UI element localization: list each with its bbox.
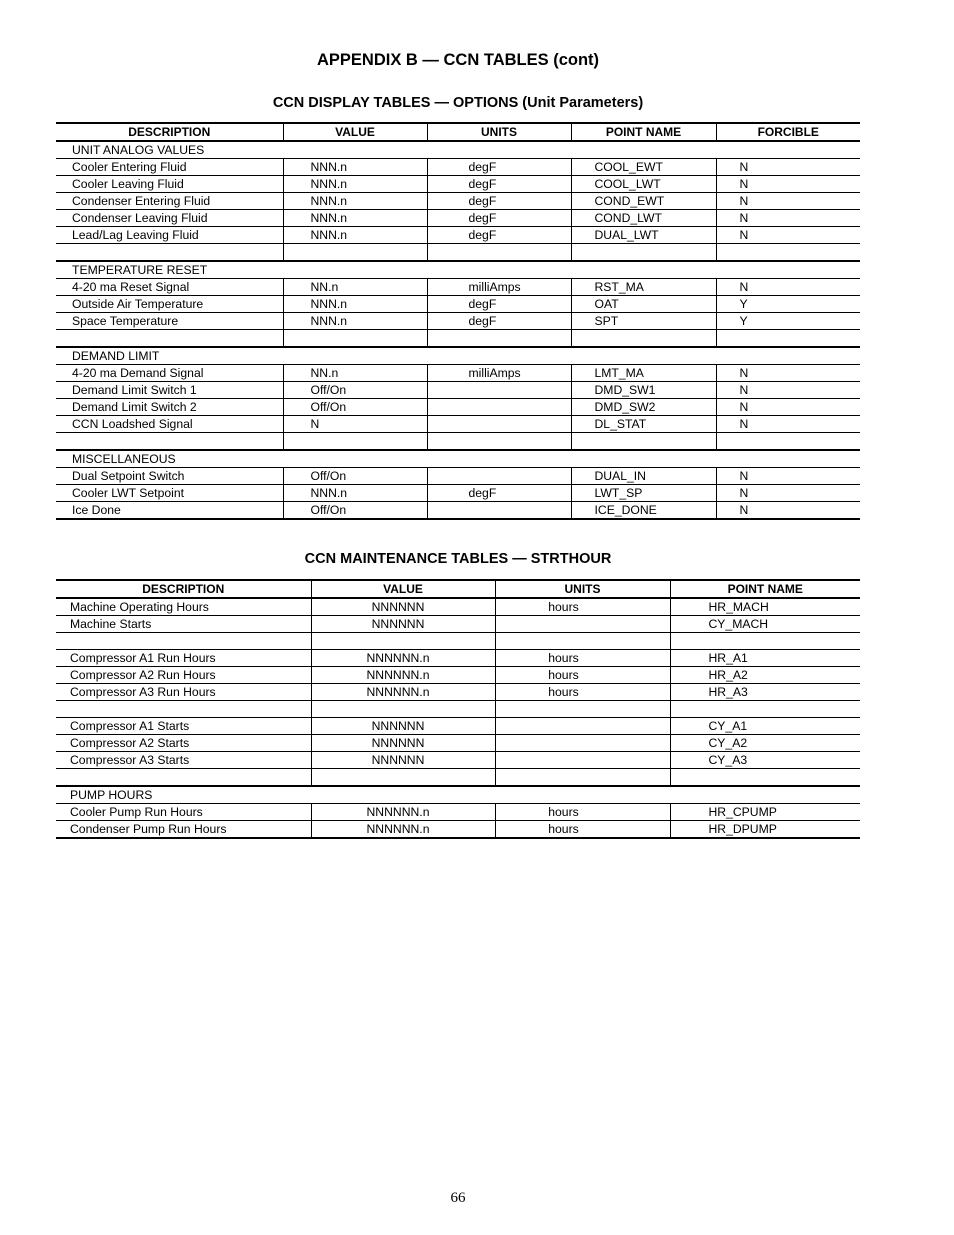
table-cell: NNNNNN [311,735,495,752]
table-cell: Condenser Leaving Fluid [56,210,283,227]
table-cell: SPT [571,313,716,330]
table-cell [427,382,571,399]
table-cell: NNN.n [283,193,427,210]
table-row [56,752,860,769]
column-header: POINT NAME [670,580,860,598]
page-number: 66 [450,1190,466,1206]
table-cell: NNNNNN [311,752,495,769]
table-cell: Off/On [283,382,427,399]
table-cell: Compressor A1 Starts [56,718,311,735]
table-cell: COOL_EWT [571,159,716,176]
table-row [56,502,860,520]
table-cell: DL_STAT [571,416,716,433]
empty-cell [56,701,311,718]
spacer-row [56,433,860,451]
maintenance-table [56,579,860,839]
table-row [56,735,860,752]
table-cell [495,718,670,735]
table-cell: Ice Done [56,502,283,520]
table-cell: NNN.n [283,296,427,313]
table-cell: NNNNNN [311,598,495,616]
section-label: UNIT ANALOG VALUES [56,141,860,159]
table-cell: Condenser Entering Fluid [56,193,283,210]
table-cell: NNNNNN.n [311,667,495,684]
table-cell: HR_MACH [670,598,860,616]
table-cell: Machine Starts [56,616,311,633]
table-row [56,616,860,633]
table-cell: COND_LWT [571,210,716,227]
table-row [56,296,860,313]
table-cell: N [716,485,860,502]
empty-cell [56,633,311,650]
spacer-row [56,701,860,718]
table-cell: CCN Loadshed Signal [56,416,283,433]
table-cell: degF [427,159,571,176]
table-cell: CY_A3 [670,752,860,769]
section-row [56,141,860,159]
table-cell: N [716,468,860,485]
column-header: VALUE [283,123,427,141]
table-cell: LWT_SP [571,485,716,502]
table-cell [495,752,670,769]
table-cell: Compressor A2 Starts [56,735,311,752]
table-row [56,821,860,839]
table-cell: DMD_SW1 [571,382,716,399]
table-cell: CY_A1 [670,718,860,735]
maintenance-table-header-row [56,580,860,598]
section-label: TEMPERATURE RESET [56,261,860,279]
table-row [56,382,860,399]
table-cell: degF [427,296,571,313]
maintenance-table-title: CCN MAINTENANCE TABLES — STRTHOUR [304,551,612,567]
table-cell: Space Temperature [56,313,283,330]
table-cell: degF [427,485,571,502]
section-row [56,347,860,365]
table-cell: NNNNNN.n [311,804,495,821]
table-row [56,313,860,330]
table-row [56,193,860,210]
empty-cell [311,769,495,787]
table-cell: CY_MACH [670,616,860,633]
table-row [56,804,860,821]
empty-cell [427,330,571,348]
empty-cell [56,769,311,787]
empty-cell [495,701,670,718]
table-cell: Compressor A3 Run Hours [56,684,311,701]
spacer-row [56,769,860,787]
table-cell: NNNNNN.n [311,684,495,701]
table-cell: NNNNNN [311,718,495,735]
table-cell: Off/On [283,468,427,485]
table-cell: Compressor A3 Starts [56,752,311,769]
table-cell: N [716,382,860,399]
table-cell: HR_DPUMP [670,821,860,839]
table-row [56,650,860,667]
table-cell: LMT_MA [571,365,716,382]
section-label: MISCELLANEOUS [56,450,860,468]
empty-cell [716,433,860,451]
table-cell: NNNNNN [311,616,495,633]
section-row [56,261,860,279]
table-cell: Lead/Lag Leaving Fluid [56,227,283,244]
display-table-body [56,141,860,519]
spacer-row [56,244,860,262]
section-label: DEMAND LIMIT [56,347,860,365]
display-table-title: CCN DISPLAY TABLES — OPTIONS (Unit Parameters) [272,95,644,111]
table-cell: Off/On [283,502,427,520]
display-table [56,122,860,520]
column-header: DESCRIPTION [56,123,283,141]
table-row [56,210,860,227]
table-cell: CY_A2 [670,735,860,752]
empty-cell [283,244,427,262]
empty-cell [427,433,571,451]
table-row [56,399,860,416]
empty-cell [670,701,860,718]
spacer-row [56,330,860,348]
table-cell: Demand Limit Switch 2 [56,399,283,416]
table-cell: Y [716,296,860,313]
table-cell: DMD_SW2 [571,399,716,416]
table-cell: NNN.n [283,159,427,176]
table-cell: Outside Air Temperature [56,296,283,313]
empty-cell [716,330,860,348]
table-row [56,598,860,616]
table-row [56,485,860,502]
table-cell: degF [427,313,571,330]
table-cell: NNN.n [283,176,427,193]
table-row [56,684,860,701]
table-cell: degF [427,176,571,193]
table-cell: Cooler Entering Fluid [56,159,283,176]
section-row [56,786,860,804]
table-cell: Dual Setpoint Switch [56,468,283,485]
table-row [56,667,860,684]
empty-cell [283,433,427,451]
spacer-row [56,633,860,650]
table-cell: hours [495,684,670,701]
table-cell: milliAmps [427,365,571,382]
table-cell: hours [495,804,670,821]
table-cell: HR_CPUMP [670,804,860,821]
table-cell: NNNNNN.n [311,821,495,839]
column-header: POINT NAME [571,123,716,141]
table-row [56,416,860,433]
table-cell: N [716,227,860,244]
table-cell: COOL_LWT [571,176,716,193]
empty-cell [311,701,495,718]
empty-cell [571,330,716,348]
table-cell: N [716,210,860,227]
table-row [56,365,860,382]
table-cell: Cooler LWT Setpoint [56,485,283,502]
section-label: PUMP HOURS [56,786,860,804]
table-cell: Cooler Leaving Fluid [56,176,283,193]
table-cell: Y [716,313,860,330]
empty-cell [495,633,670,650]
table-cell: Demand Limit Switch 1 [56,382,283,399]
table-row [56,279,860,296]
table-cell: N [716,279,860,296]
table-cell: NNN.n [283,485,427,502]
page-title: APPENDIX B — CCN TABLES (cont) [316,51,600,69]
table-cell [427,416,571,433]
table-cell [427,468,571,485]
table-cell: N [716,399,860,416]
table-cell: N [716,502,860,520]
display-table-header-row [56,123,860,141]
table-cell: hours [495,667,670,684]
table-cell: degF [427,210,571,227]
table-cell: HR_A2 [670,667,860,684]
empty-cell [56,330,283,348]
empty-cell [283,330,427,348]
table-cell: 4-20 ma Reset Signal [56,279,283,296]
table-cell: OAT [571,296,716,313]
table-cell: hours [495,598,670,616]
table-cell: hours [495,821,670,839]
table-row [56,468,860,485]
table-cell: N [716,176,860,193]
column-header: UNITS [427,123,571,141]
table-cell: ICE_DONE [571,502,716,520]
table-cell: Off/On [283,399,427,416]
empty-cell [56,244,283,262]
table-cell: Compressor A1 Run Hours [56,650,311,667]
table-cell: NNNNNN.n [311,650,495,667]
table-cell: Cooler Pump Run Hours [56,804,311,821]
table-cell: hours [495,650,670,667]
empty-cell [571,433,716,451]
table-cell: HR_A1 [670,650,860,667]
table-cell: Machine Operating Hours [56,598,311,616]
empty-cell [495,769,670,787]
column-header: FORCIBLE [716,123,860,141]
table-cell: NN.n [283,279,427,296]
empty-cell [716,244,860,262]
table-cell: N [716,193,860,210]
table-cell [495,616,670,633]
table-cell: NNN.n [283,210,427,227]
empty-cell [670,633,860,650]
empty-cell [56,433,283,451]
column-header: DESCRIPTION [56,580,311,598]
table-cell: DUAL_LWT [571,227,716,244]
table-cell: 4-20 ma Demand Signal [56,365,283,382]
table-cell: NN.n [283,365,427,382]
table-cell: DUAL_IN [571,468,716,485]
table-cell: N [716,416,860,433]
table-row [56,227,860,244]
table-cell [427,399,571,416]
table-cell: milliAmps [427,279,571,296]
column-header: UNITS [495,580,670,598]
table-cell: RST_MA [571,279,716,296]
empty-cell [311,633,495,650]
table-row [56,159,860,176]
table-cell: degF [427,227,571,244]
table-cell [495,735,670,752]
column-header: VALUE [311,580,495,598]
table-cell: N [716,365,860,382]
table-cell: Condenser Pump Run Hours [56,821,311,839]
table-cell [427,502,571,520]
empty-cell [571,244,716,262]
table-cell: NNN.n [283,227,427,244]
table-cell: COND_EWT [571,193,716,210]
table-cell: N [283,416,427,433]
maintenance-table-body [56,598,860,838]
empty-cell [670,769,860,787]
table-cell: HR_A3 [670,684,860,701]
table-cell: Compressor A2 Run Hours [56,667,311,684]
table-row [56,176,860,193]
table-cell: degF [427,193,571,210]
empty-cell [427,244,571,262]
table-cell: NNN.n [283,313,427,330]
table-cell: N [716,159,860,176]
table-row [56,718,860,735]
section-row [56,450,860,468]
